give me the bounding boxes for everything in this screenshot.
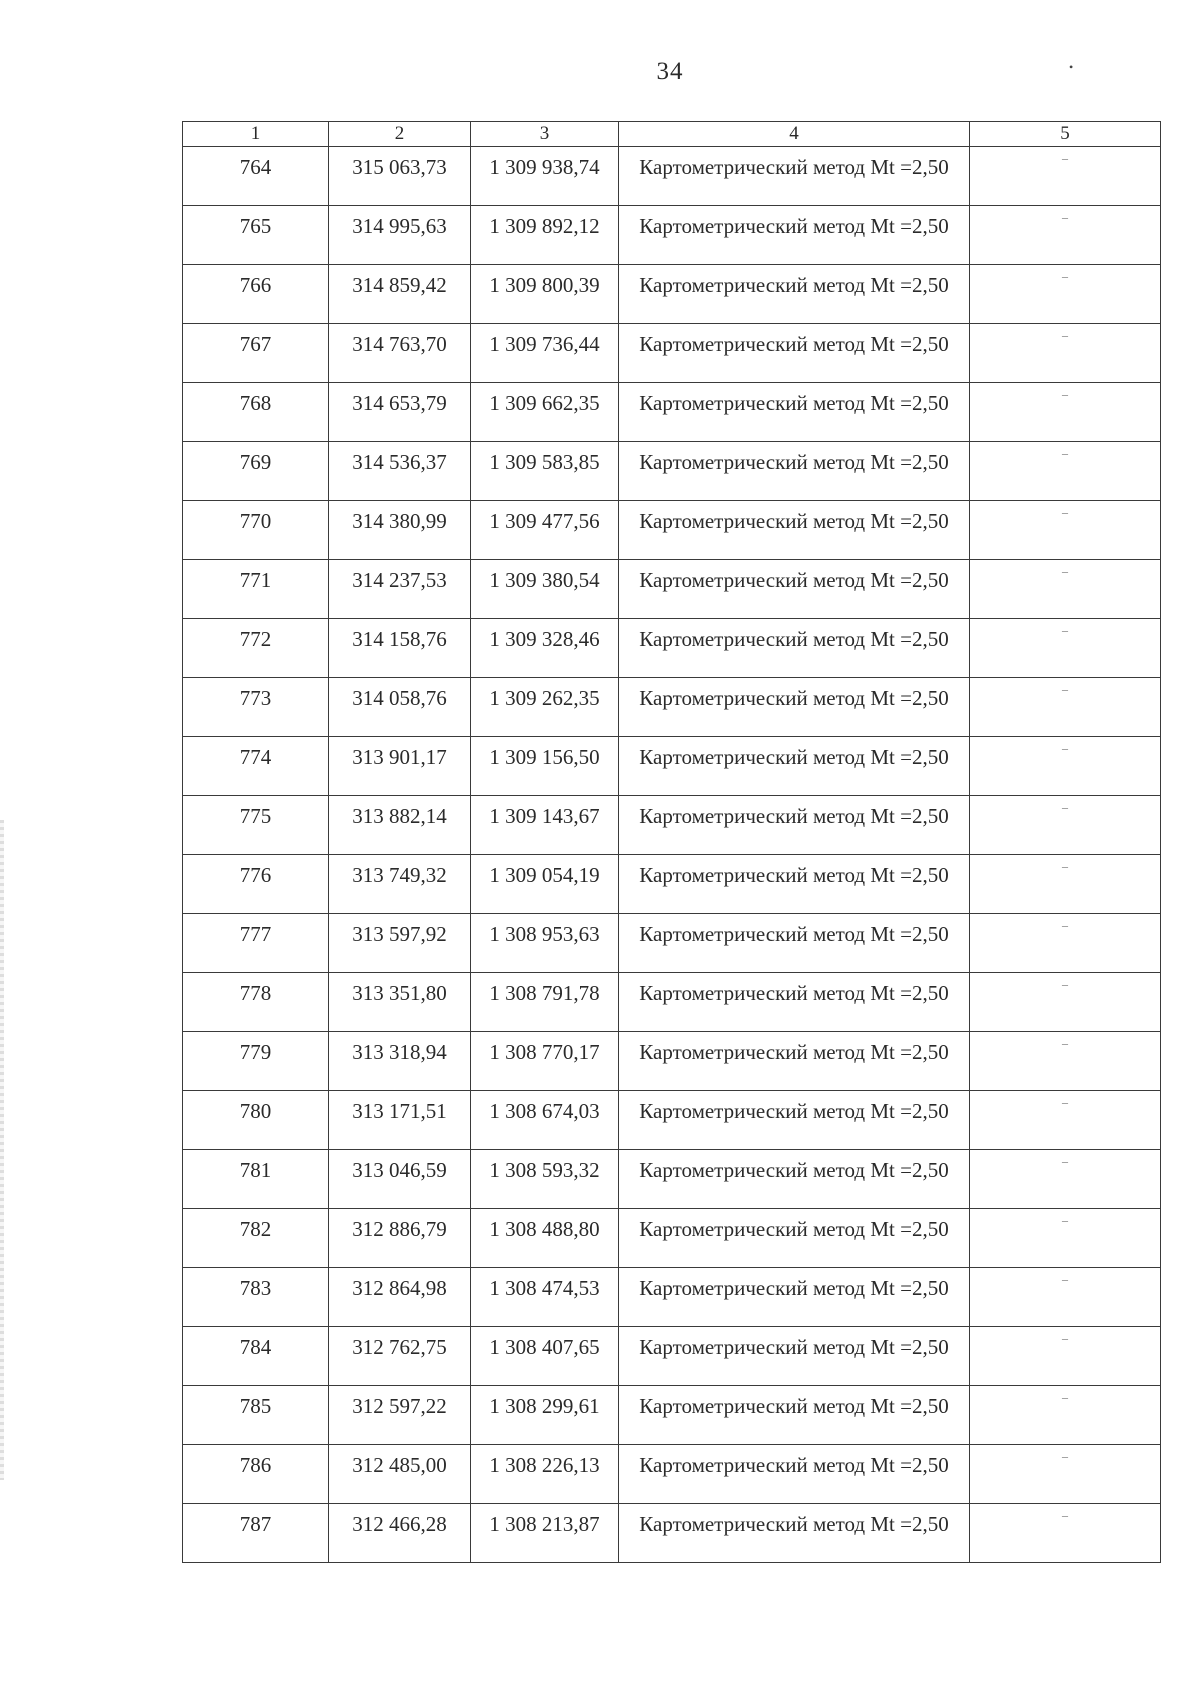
method-description-cell bbox=[619, 1209, 970, 1268]
y-coordinate: 1 308 488,80 bbox=[489, 1217, 600, 1241]
y-coordinate-cell bbox=[471, 1327, 619, 1386]
point-number-cell bbox=[183, 1032, 329, 1091]
notes: – bbox=[1062, 328, 1068, 342]
point-number: 776 bbox=[239, 863, 272, 887]
method-description: Картометрический метод Mt =2,50 bbox=[639, 273, 949, 297]
y-coordinate: 1 309 736,44 bbox=[489, 332, 600, 356]
point-number: 786 bbox=[239, 1453, 272, 1477]
point-number: 766 bbox=[239, 273, 272, 297]
y-coordinate-cell bbox=[471, 1386, 619, 1445]
notes: – bbox=[1062, 1154, 1068, 1168]
notes: – bbox=[1062, 1449, 1068, 1463]
method-description: Картометрический метод Mt =2,50 bbox=[639, 155, 949, 179]
method-description-cell bbox=[619, 1386, 970, 1445]
notes-cell bbox=[970, 560, 1161, 619]
x-coordinate: 312 864,98 bbox=[352, 1276, 447, 1300]
y-coordinate: 1 309 892,12 bbox=[489, 214, 600, 238]
x-coordinate: 314 653,79 bbox=[352, 391, 447, 415]
table-row bbox=[183, 1268, 1161, 1327]
x-coordinate: 313 749,32 bbox=[352, 863, 447, 887]
point-number: 773 bbox=[239, 686, 272, 710]
point-number: 780 bbox=[239, 1099, 272, 1123]
method-description-cell bbox=[619, 501, 970, 560]
point-number: 779 bbox=[239, 1040, 272, 1064]
method-description-cell bbox=[619, 619, 970, 678]
point-number-cell bbox=[183, 1445, 329, 1504]
method-description: Картометрический метод Mt =2,50 bbox=[639, 804, 949, 828]
point-number: 775 bbox=[239, 804, 272, 828]
point-number-cell bbox=[183, 442, 329, 501]
y-coordinate-cell bbox=[471, 147, 619, 206]
notes: – bbox=[1062, 446, 1068, 460]
point-number-cell bbox=[183, 855, 329, 914]
table-row bbox=[183, 1445, 1161, 1504]
header-col-3: 3 bbox=[471, 122, 619, 147]
x-coordinate: 312 886,79 bbox=[352, 1217, 447, 1241]
notes-cell bbox=[970, 1091, 1161, 1150]
notes: – bbox=[1062, 1331, 1068, 1345]
method-description-cell bbox=[619, 206, 970, 265]
x-coordinate: 315 063,73 bbox=[352, 155, 447, 179]
notes: – bbox=[1062, 1390, 1068, 1404]
method-description: Картометрический метод Mt =2,50 bbox=[639, 332, 949, 356]
method-description: Картометрический метод Mt =2,50 bbox=[639, 1335, 949, 1359]
notes-cell bbox=[970, 1209, 1161, 1268]
notes: – bbox=[1062, 623, 1068, 637]
notes: – bbox=[1062, 1213, 1068, 1227]
point-number: 784 bbox=[239, 1335, 272, 1359]
point-number-cell bbox=[183, 1327, 329, 1386]
y-coordinate-cell bbox=[471, 1268, 619, 1327]
notes: – bbox=[1062, 1095, 1068, 1109]
y-coordinate-cell bbox=[471, 560, 619, 619]
point-number: 787 bbox=[239, 1512, 272, 1536]
y-coordinate-cell bbox=[471, 265, 619, 324]
x-coordinate: 312 597,22 bbox=[352, 1394, 447, 1418]
point-number-cell bbox=[183, 383, 329, 442]
method-description: Картометрический метод Mt =2,50 bbox=[639, 509, 949, 533]
point-number-cell bbox=[183, 206, 329, 265]
x-coordinate-cell bbox=[329, 1268, 471, 1327]
x-coordinate: 314 158,76 bbox=[352, 627, 447, 651]
x-coordinate-cell bbox=[329, 914, 471, 973]
corner-mark: • bbox=[1069, 60, 1074, 74]
point-number-cell bbox=[183, 1209, 329, 1268]
notes-cell bbox=[970, 1032, 1161, 1091]
x-coordinate-cell bbox=[329, 265, 471, 324]
method-description: Картометрический метод Mt =2,50 bbox=[639, 1099, 949, 1123]
x-coordinate-cell bbox=[329, 1504, 471, 1563]
coordinates-table-body bbox=[183, 122, 1161, 1563]
x-coordinate-cell bbox=[329, 737, 471, 796]
method-description-cell bbox=[619, 1327, 970, 1386]
point-number-cell bbox=[183, 1504, 329, 1563]
point-number-cell bbox=[183, 1386, 329, 1445]
method-description: Картометрический метод Mt =2,50 bbox=[639, 1040, 949, 1064]
table-row bbox=[183, 560, 1161, 619]
notes: – bbox=[1062, 741, 1068, 755]
table-row bbox=[183, 914, 1161, 973]
x-coordinate-cell bbox=[329, 678, 471, 737]
point-number-cell bbox=[183, 501, 329, 560]
point-number: 768 bbox=[239, 391, 272, 415]
table-row bbox=[183, 1327, 1161, 1386]
y-coordinate: 1 309 938,74 bbox=[489, 155, 600, 179]
table-row bbox=[183, 737, 1161, 796]
point-number: 772 bbox=[239, 627, 272, 651]
y-coordinate-cell bbox=[471, 206, 619, 265]
notes: – bbox=[1062, 682, 1068, 696]
notes: – bbox=[1062, 1272, 1068, 1286]
point-number-cell bbox=[183, 265, 329, 324]
x-coordinate-cell bbox=[329, 442, 471, 501]
notes-cell bbox=[970, 678, 1161, 737]
point-number-cell bbox=[183, 560, 329, 619]
notes: – bbox=[1062, 918, 1068, 932]
table-row bbox=[183, 1032, 1161, 1091]
y-coordinate-cell bbox=[471, 1091, 619, 1150]
method-description-cell bbox=[619, 324, 970, 383]
y-coordinate-cell bbox=[471, 678, 619, 737]
x-coordinate: 313 046,59 bbox=[352, 1158, 447, 1182]
notes-cell bbox=[970, 324, 1161, 383]
y-coordinate: 1 308 593,32 bbox=[489, 1158, 600, 1182]
method-description: Картометрический метод Mt =2,50 bbox=[639, 1512, 949, 1536]
scan-edge-artifact bbox=[0, 820, 4, 1480]
point-number-cell bbox=[183, 147, 329, 206]
header-col-2: 2 bbox=[329, 122, 471, 147]
x-coordinate-cell bbox=[329, 147, 471, 206]
notes: – bbox=[1062, 210, 1068, 224]
point-number-cell bbox=[183, 619, 329, 678]
x-coordinate-cell bbox=[329, 1386, 471, 1445]
x-coordinate: 312 466,28 bbox=[352, 1512, 447, 1536]
method-description-cell bbox=[619, 914, 970, 973]
y-coordinate-cell bbox=[471, 1209, 619, 1268]
x-coordinate-cell bbox=[329, 1209, 471, 1268]
x-coordinate: 314 859,42 bbox=[352, 273, 447, 297]
x-coordinate-cell bbox=[329, 324, 471, 383]
table-row bbox=[183, 501, 1161, 560]
point-number: 771 bbox=[239, 568, 272, 592]
x-coordinate: 314 380,99 bbox=[352, 509, 447, 533]
point-number: 782 bbox=[239, 1217, 272, 1241]
x-coordinate: 312 762,75 bbox=[352, 1335, 447, 1359]
notes: – bbox=[1062, 387, 1068, 401]
table-row bbox=[183, 1504, 1161, 1563]
notes-cell bbox=[970, 796, 1161, 855]
notes: – bbox=[1062, 269, 1068, 283]
y-coordinate: 1 308 474,53 bbox=[489, 1276, 600, 1300]
x-coordinate: 313 318,94 bbox=[352, 1040, 447, 1064]
y-coordinate: 1 309 156,50 bbox=[489, 745, 600, 769]
method-description: Картометрический метод Mt =2,50 bbox=[639, 627, 949, 651]
method-description: Картометрический метод Mt =2,50 bbox=[639, 391, 949, 415]
point-number: 764 bbox=[239, 155, 272, 179]
notes: – bbox=[1062, 1036, 1068, 1050]
notes: – bbox=[1062, 800, 1068, 814]
method-description: Картометрический метод Mt =2,50 bbox=[639, 1453, 949, 1477]
y-coordinate: 1 309 054,19 bbox=[489, 863, 600, 887]
y-coordinate: 1 309 380,54 bbox=[489, 568, 600, 592]
table-row bbox=[183, 973, 1161, 1032]
method-description-cell bbox=[619, 383, 970, 442]
x-coordinate: 313 171,51 bbox=[352, 1099, 447, 1123]
method-description-cell bbox=[619, 796, 970, 855]
point-number-cell bbox=[183, 796, 329, 855]
y-coordinate: 1 308 213,87 bbox=[489, 1512, 600, 1536]
method-description-cell bbox=[619, 737, 970, 796]
x-coordinate-cell bbox=[329, 1327, 471, 1386]
y-coordinate-cell bbox=[471, 855, 619, 914]
x-coordinate-cell bbox=[329, 855, 471, 914]
table-row bbox=[183, 1150, 1161, 1209]
y-coordinate: 1 308 953,63 bbox=[489, 922, 600, 946]
notes-cell bbox=[970, 383, 1161, 442]
method-description: Картометрический метод Mt =2,50 bbox=[639, 568, 949, 592]
method-description-cell bbox=[619, 855, 970, 914]
point-number: 767 bbox=[239, 332, 272, 356]
notes-cell bbox=[970, 206, 1161, 265]
notes-cell bbox=[970, 1504, 1161, 1563]
y-coordinate-cell bbox=[471, 796, 619, 855]
method-description: Картометрический метод Mt =2,50 bbox=[639, 1394, 949, 1418]
method-description-cell bbox=[619, 973, 970, 1032]
x-coordinate: 314 995,63 bbox=[352, 214, 447, 238]
method-description-cell bbox=[619, 1032, 970, 1091]
table-header-row bbox=[183, 122, 1161, 147]
method-description: Картометрический метод Mt =2,50 bbox=[639, 1276, 949, 1300]
method-description: Картометрический метод Mt =2,50 bbox=[639, 745, 949, 769]
notes-cell bbox=[970, 855, 1161, 914]
point-number-cell bbox=[183, 678, 329, 737]
notes: – bbox=[1062, 977, 1068, 991]
notes-cell bbox=[970, 501, 1161, 560]
notes-cell bbox=[970, 973, 1161, 1032]
notes-cell bbox=[970, 1327, 1161, 1386]
notes-cell bbox=[970, 619, 1161, 678]
x-coordinate: 313 597,92 bbox=[352, 922, 447, 946]
x-coordinate-cell bbox=[329, 383, 471, 442]
method-description-cell bbox=[619, 1504, 970, 1563]
x-coordinate: 312 485,00 bbox=[352, 1453, 447, 1477]
y-coordinate: 1 308 674,03 bbox=[489, 1099, 600, 1123]
x-coordinate-cell bbox=[329, 1150, 471, 1209]
notes-cell bbox=[970, 1445, 1161, 1504]
point-number-cell bbox=[183, 324, 329, 383]
x-coordinate-cell bbox=[329, 501, 471, 560]
point-number-cell bbox=[183, 737, 329, 796]
y-coordinate-cell bbox=[471, 737, 619, 796]
table-row bbox=[183, 678, 1161, 737]
x-coordinate: 313 882,14 bbox=[352, 804, 447, 828]
point-number-cell bbox=[183, 973, 329, 1032]
point-number: 778 bbox=[239, 981, 272, 1005]
x-coordinate-cell bbox=[329, 1091, 471, 1150]
table-row bbox=[183, 206, 1161, 265]
point-number-cell bbox=[183, 914, 329, 973]
notes: – bbox=[1062, 505, 1068, 519]
notes: – bbox=[1062, 859, 1068, 873]
method-description-cell bbox=[619, 678, 970, 737]
table-row bbox=[183, 324, 1161, 383]
method-description: Картометрический метод Mt =2,50 bbox=[639, 214, 949, 238]
table-row bbox=[183, 796, 1161, 855]
header-col-5: 5 bbox=[970, 122, 1161, 147]
point-number-cell bbox=[183, 1268, 329, 1327]
y-coordinate: 1 308 770,17 bbox=[489, 1040, 600, 1064]
method-description: Картометрический метод Mt =2,50 bbox=[639, 1158, 949, 1182]
method-description-cell bbox=[619, 147, 970, 206]
point-number: 774 bbox=[239, 745, 272, 769]
method-description: Картометрический метод Mt =2,50 bbox=[639, 981, 949, 1005]
page-number: 34 bbox=[656, 58, 684, 85]
table-row bbox=[183, 1386, 1161, 1445]
notes-cell bbox=[970, 914, 1161, 973]
y-coordinate: 1 309 328,46 bbox=[489, 627, 600, 651]
point-number: 770 bbox=[239, 509, 272, 533]
method-description: Картометрический метод Mt =2,50 bbox=[639, 450, 949, 474]
notes-cell bbox=[970, 1268, 1161, 1327]
point-number: 785 bbox=[239, 1394, 272, 1418]
point-number-cell bbox=[183, 1150, 329, 1209]
method-description-cell bbox=[619, 1445, 970, 1504]
point-number: 777 bbox=[239, 922, 272, 946]
y-coordinate-cell bbox=[471, 914, 619, 973]
notes-cell bbox=[970, 737, 1161, 796]
notes-cell bbox=[970, 147, 1161, 206]
y-coordinate: 1 309 583,85 bbox=[489, 450, 600, 474]
header-col-1: 1 bbox=[183, 122, 329, 147]
y-coordinate-cell bbox=[471, 1150, 619, 1209]
method-description-cell bbox=[619, 1150, 970, 1209]
y-coordinate: 1 309 800,39 bbox=[489, 273, 600, 297]
header-col-4: 4 bbox=[619, 122, 970, 147]
notes: – bbox=[1062, 1508, 1068, 1522]
x-coordinate-cell bbox=[329, 619, 471, 678]
y-coordinate-cell bbox=[471, 324, 619, 383]
y-coordinate: 1 309 477,56 bbox=[489, 509, 600, 533]
y-coordinate-cell bbox=[471, 383, 619, 442]
method-description: Картометрический метод Mt =2,50 bbox=[639, 922, 949, 946]
notes-cell bbox=[970, 1386, 1161, 1445]
y-coordinate-cell bbox=[471, 501, 619, 560]
method-description: Картометрический метод Mt =2,50 bbox=[639, 686, 949, 710]
y-coordinate-cell bbox=[471, 1445, 619, 1504]
point-number-cell bbox=[183, 1091, 329, 1150]
notes-cell bbox=[970, 442, 1161, 501]
y-coordinate: 1 309 662,35 bbox=[489, 391, 600, 415]
y-coordinate-cell bbox=[471, 442, 619, 501]
point-number: 765 bbox=[239, 214, 272, 238]
x-coordinate: 314 237,53 bbox=[352, 568, 447, 592]
table-row bbox=[183, 1091, 1161, 1150]
x-coordinate-cell bbox=[329, 560, 471, 619]
method-description: Картометрический метод Mt =2,50 bbox=[639, 1217, 949, 1241]
y-coordinate: 1 308 791,78 bbox=[489, 981, 600, 1005]
x-coordinate-cell bbox=[329, 206, 471, 265]
point-number: 769 bbox=[239, 450, 272, 474]
method-description-cell bbox=[619, 265, 970, 324]
method-description-cell bbox=[619, 442, 970, 501]
x-coordinate: 314 536,37 bbox=[352, 450, 447, 474]
y-coordinate: 1 308 299,61 bbox=[489, 1394, 600, 1418]
table-row bbox=[183, 147, 1161, 206]
notes: – bbox=[1062, 151, 1068, 165]
coordinates-table bbox=[182, 121, 1161, 1563]
notes-cell bbox=[970, 265, 1161, 324]
x-coordinate: 313 351,80 bbox=[352, 981, 447, 1005]
method-description-cell bbox=[619, 1268, 970, 1327]
table-row bbox=[183, 619, 1161, 678]
notes: – bbox=[1062, 564, 1068, 578]
x-coordinate-cell bbox=[329, 1032, 471, 1091]
method-description-cell bbox=[619, 560, 970, 619]
table-row bbox=[183, 442, 1161, 501]
x-coordinate: 314 763,70 bbox=[352, 332, 447, 356]
method-description-cell bbox=[619, 1091, 970, 1150]
table-row bbox=[183, 855, 1161, 914]
y-coordinate-cell bbox=[471, 619, 619, 678]
y-coordinate: 1 308 226,13 bbox=[489, 1453, 600, 1477]
point-number: 783 bbox=[239, 1276, 272, 1300]
x-coordinate: 313 901,17 bbox=[352, 745, 447, 769]
notes-cell bbox=[970, 1150, 1161, 1209]
point-number: 781 bbox=[239, 1158, 272, 1182]
y-coordinate: 1 309 143,67 bbox=[489, 804, 600, 828]
x-coordinate-cell bbox=[329, 796, 471, 855]
table-row bbox=[183, 1209, 1161, 1268]
y-coordinate-cell bbox=[471, 973, 619, 1032]
x-coordinate-cell bbox=[329, 973, 471, 1032]
x-coordinate: 314 058,76 bbox=[352, 686, 447, 710]
x-coordinate-cell bbox=[329, 1445, 471, 1504]
table-row bbox=[183, 383, 1161, 442]
table-row bbox=[183, 265, 1161, 324]
y-coordinate-cell bbox=[471, 1032, 619, 1091]
y-coordinate: 1 308 407,65 bbox=[489, 1335, 600, 1359]
y-coordinate: 1 309 262,35 bbox=[489, 686, 600, 710]
y-coordinate-cell bbox=[471, 1504, 619, 1563]
method-description: Картометрический метод Mt =2,50 bbox=[639, 863, 949, 887]
